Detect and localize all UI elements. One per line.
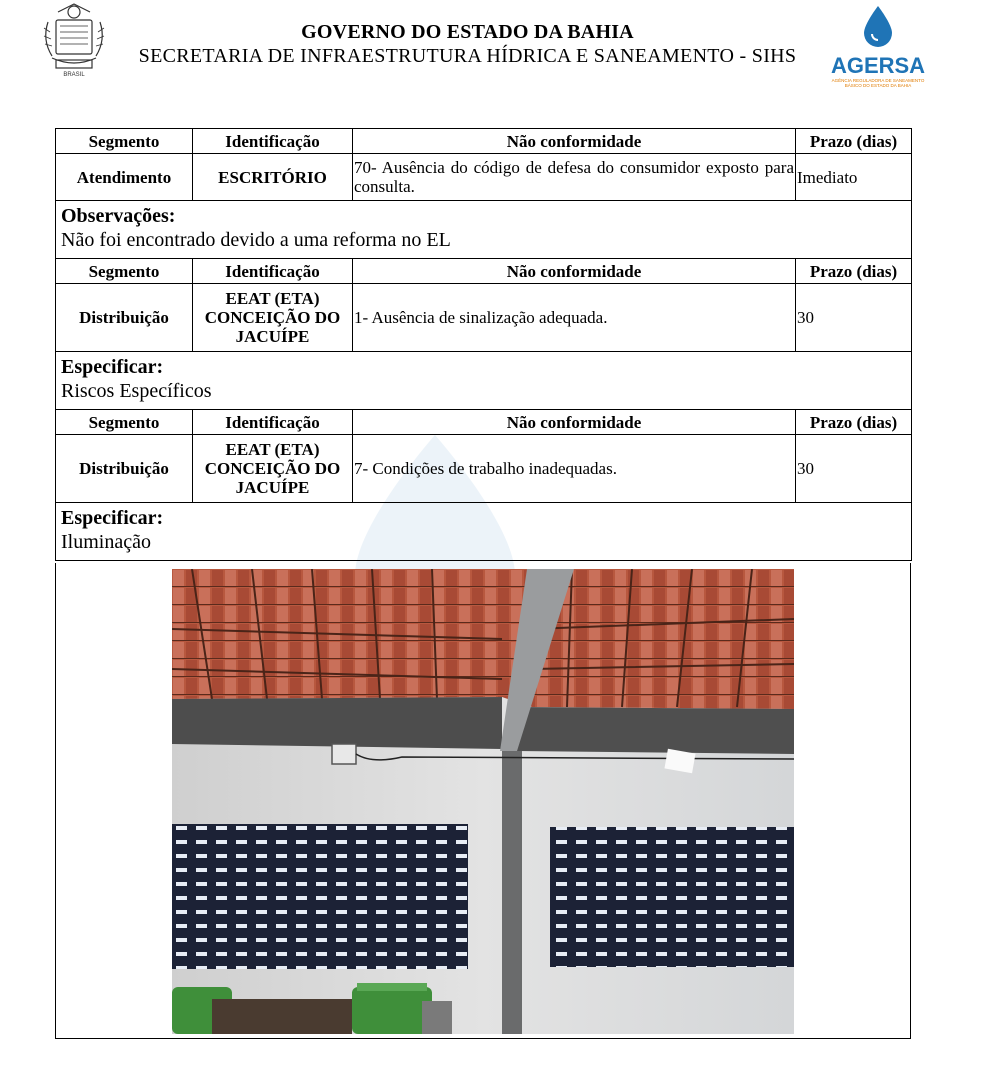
col-header-deadline: Prazo (dias) (796, 129, 912, 154)
notes-row (56, 201, 912, 259)
notes-row (56, 352, 912, 410)
agersa-logo (828, 4, 928, 88)
nonconformity-table (55, 128, 912, 561)
segment-cell: Atendimento (56, 154, 193, 201)
table-row (56, 284, 912, 352)
col-header-segment: Segmento (56, 410, 193, 435)
header-secretariat: SECRETARIA DE INFRAESTRUTURA HÍDRICA E SANEAMENTO - SIHS (138, 45, 797, 67)
agersa-wordmark: AGERSA (830, 53, 926, 78)
notes-cell (56, 503, 912, 561)
notes-title: Especificar: (61, 356, 164, 378)
water-drop-icon (858, 4, 898, 48)
notes-text: Não foi encontrado devido a uma reforma no EL (61, 229, 451, 251)
table-header-row (56, 410, 912, 435)
crest-label: BRASIL (63, 72, 85, 78)
nonconformity-cell: 70- Ausência do código de defesa do consumidor exposto para consulta. (353, 154, 796, 201)
notes-title: Observações: (61, 205, 176, 227)
col-header-segment: Segmento (56, 259, 193, 284)
document-header (0, 20, 935, 68)
segment-cell: Distribuição (56, 284, 193, 352)
notes-cell (56, 352, 912, 410)
col-header-deadline: Prazo (dias) (796, 410, 912, 435)
col-header-deadline: Prazo (dias) (796, 259, 912, 284)
segment-cell: Distribuição (56, 435, 193, 503)
table-row (56, 435, 912, 503)
deadline-cell: 30 (796, 435, 912, 503)
identification-cell: EEAT (ETA) CONCEIÇÃO DO JACUÍPE (193, 284, 353, 352)
col-header-nonconformity: Não conformidade (353, 410, 796, 435)
table-header-row (56, 259, 912, 284)
deadline-cell: Imediato (796, 154, 912, 201)
table-header-row (56, 129, 912, 154)
identification-cell: EEAT (ETA) CONCEIÇÃO DO JACUÍPE (193, 435, 353, 503)
notes-row (56, 503, 912, 561)
table-row (56, 154, 912, 201)
col-header-nonconformity: Não conformidade (353, 259, 796, 284)
pump-room-photo (172, 569, 794, 1034)
col-header-nonconformity: Não conformidade (353, 129, 796, 154)
notes-text: Iluminação (61, 531, 151, 553)
col-header-identification: Identificação (193, 259, 353, 284)
col-header-identification: Identificação (193, 410, 353, 435)
agersa-tagline: AGÊNCIA REGULADORA DE SANEAMENTO BÁSICO DO ESTADO DA BAHIA (831, 78, 925, 88)
col-header-identification: Identificação (193, 129, 353, 154)
col-header-segment: Segmento (56, 129, 193, 154)
deadline-cell: 30 (796, 284, 912, 352)
identification-cell: ESCRITÓRIO (193, 154, 353, 201)
header-government: GOVERNO DO ESTADO DA BAHIA (301, 21, 634, 43)
nonconformity-cell: 1- Ausência de sinalização adequada. (353, 284, 796, 352)
nonconformity-cell: 7- Condições de trabalho inadequadas. (353, 435, 796, 503)
notes-cell (56, 201, 912, 259)
inspection-photo (172, 569, 794, 1034)
notes-title: Especificar: (61, 507, 164, 529)
notes-text: Riscos Específicos (61, 380, 212, 402)
